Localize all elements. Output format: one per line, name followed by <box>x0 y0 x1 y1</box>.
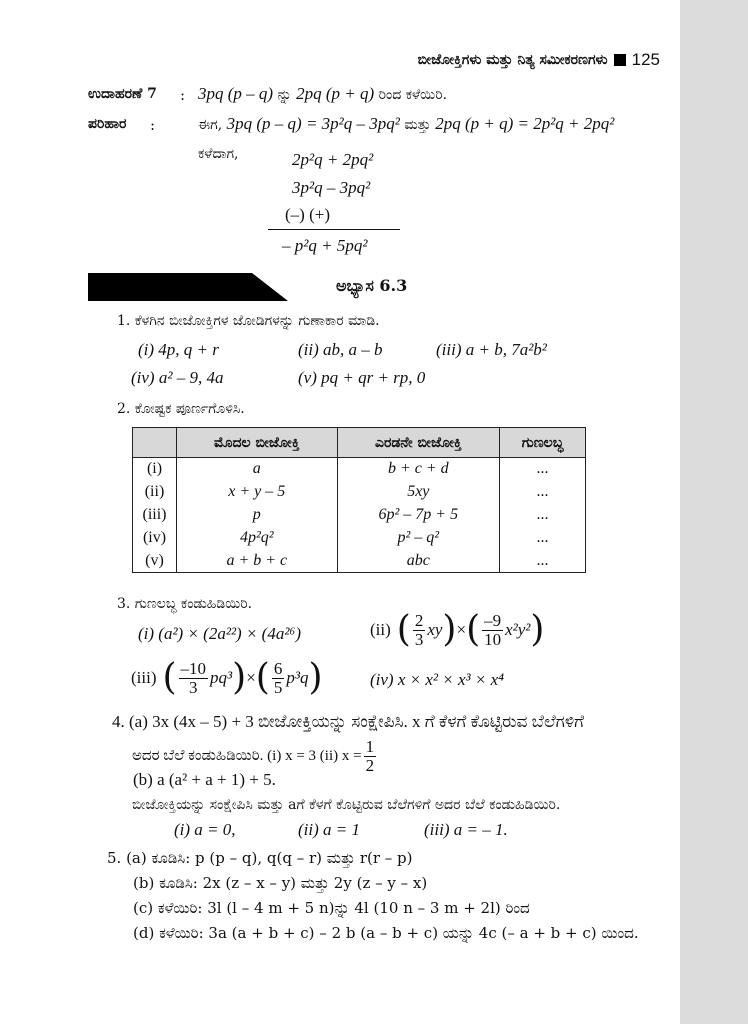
q4-b-i: (i) a = 0, <box>174 820 236 839</box>
row-label: (ii) <box>133 481 177 504</box>
q4-a-line2: ಅದರ ಬೆಲೆ ಕಂಡುಹಿಡಿಯಿರಿ. (i) x = 3 (ii) x = $\frac{1}{2}$ <box>132 737 375 775</box>
q3-ii: (ii) ( $\frac{2}{3}$ xy ) × ( $\frac{-9}{10}$ x²y² ) <box>370 609 545 651</box>
q1-text: 1. ಕೆಳಗಿನ ಬೀಜೋಕ್ತಿಗಳ ಜೋಡಿಗಳನ್ನು ಗುಣಾಕಾರ ಮಾಡಿ. <box>117 313 380 329</box>
q3-iii: (iii) ( $\frac{-10}{3}$ pq³ ) × ( $\frac{6}{5}$ p³q ) <box>131 657 323 699</box>
table-cell: ... <box>500 504 586 527</box>
table-header-cell: ಗುಣಲಬ್ಧ <box>500 428 586 458</box>
table-cell: ... <box>500 550 586 573</box>
table-cell: a + b + c <box>177 550 338 573</box>
q1-v: (v) pq + qr + rp, 0 <box>298 368 426 387</box>
table-cell: p <box>177 504 338 527</box>
q2-text: 2. ಕೋಷ್ಟಕ ಪೂರ್ಣಗೊಳಿಸಿ. <box>117 401 245 417</box>
running-header <box>418 50 660 70</box>
exercise-title: ಅಭ್ಯಾಸ 6.3 <box>336 276 408 295</box>
solution-line: ಈಗ, 3pq (p – q) = 3p²q – 3pq² ಮತ್ತು 2pq (p + q) = 2p²q + 2pq² <box>198 114 615 133</box>
q1-iii: (iii) a + b, 7a²b² <box>436 340 547 359</box>
q1-iv: (iv) a² – 9, 4a <box>131 368 224 387</box>
row-label: (iv) <box>133 527 177 550</box>
row-label: (i) <box>133 458 177 481</box>
q3-i: (i) (a²) × (2a²²) × (4a²⁶) <box>138 624 302 643</box>
table-row <box>133 481 586 504</box>
table-cell: ... <box>500 527 586 550</box>
q3-iv: (iv) x × x² × x³ × x⁴ <box>370 670 505 689</box>
q4-b-iii: (iii) a = – 1. <box>424 820 508 839</box>
q4-a-line1: 4. (a) 3x (4x – 5) + 3 ಬೀಜೋಕ್ತಿಯನ್ನು ಸಂಕ್ಷೇಪಿಸಿ. x ಗೆ ಕೆಳಗೆ ಕೊಟ್ಟಿರುವ ಬೆಲೆಗಳಿಗೆ <box>112 712 585 731</box>
table-cell: ... <box>500 458 586 481</box>
q4-b-line1: (b) a (a² + a + 1) + 5. <box>133 770 276 789</box>
table-header-row <box>133 428 586 458</box>
products-table <box>132 427 586 573</box>
table-cell: abc <box>337 550 499 573</box>
table-cell: ... <box>500 481 586 504</box>
row-label: (v) <box>133 550 177 573</box>
q5-b: (b) ಕೂಡಿಸಿ: 2x (z – x – y) ಮತ್ತು 2y (z – y – x) <box>133 874 428 892</box>
q4-b-ii: (ii) a = 1 <box>298 820 360 839</box>
table-row <box>133 550 586 573</box>
q1-ii: (ii) ab, a – b <box>298 340 383 359</box>
column-line-1: 2p²q + 2pq² <box>292 150 374 169</box>
column-line-2: 3p²q – 3pq² <box>292 178 371 197</box>
square-bullet-icon <box>614 54 626 66</box>
subtracting-label: ಕಳೆದಾಗ, <box>198 146 239 162</box>
table-row <box>133 458 586 481</box>
table-cell: x + y – 5 <box>177 481 338 504</box>
table-header-cell: ಮೊದಲ ಬೀಜೋಕ್ತಿ <box>177 428 338 458</box>
table-cell: a <box>177 458 338 481</box>
row-label: (iii) <box>133 504 177 527</box>
q5-d: (d) ಕಳೆಯಿರಿ: 3a (a + b + c) – 2 b (a – b + c) ಯನ್ನು 4c (– a + b + c) ಯಿಂದ. <box>133 924 639 942</box>
q3-text: 3. ಗುಣಲಬ್ಧ ಕಂಡುಹಿಡಿಯಿರಿ. <box>117 596 253 612</box>
chapter-title: ಬೀಜೋಕ್ತಿಗಳು ಮತ್ತು ನಿತ್ಯ ಸಮೀಕರಣಗಳು <box>417 52 608 68</box>
example-colon: : <box>180 86 186 104</box>
table-header-cell: ಎರಡನೇ ಬೀಜೋಕ್ತಿ <box>337 428 499 458</box>
q4-b-line2: ಬೀಜೋಕ್ತಿಯನ್ನು ಸಂಕ್ಷೇಪಿಸಿ ಮತ್ತು aಗೆ ಕೆಳಗೆ ಕೊಟ್ಟಿರುವ ಬೆಲೆಗಳಿಗೆ ಅದರ ಬೆಲೆ ಕಂಡುಹಿಡಿಯಿರಿ. <box>132 797 561 813</box>
page-margin-strip <box>680 0 748 1024</box>
column-signs: (–) (+) <box>285 205 330 224</box>
table-cell: p² – q² <box>337 527 499 550</box>
table-cell: 4p²q² <box>177 527 338 550</box>
example-label: ಉದಾಹರಣೆ 7 <box>88 86 157 102</box>
q1-i: (i) 4p, q + r <box>138 340 219 359</box>
q5-a: 5. (a) ಕೂಡಿಸಿ: p (p – q), q(q – r) ಮತ್ತು r(r – p) <box>107 849 413 867</box>
exercise-banner <box>88 273 288 301</box>
column-result: – p²q + 5pq² <box>282 236 368 255</box>
example-statement: 3pq (p – q) ನ್ನು 2pq (p + q) ರಿಂದ ಕಳೆಯಿರಿ. <box>198 84 448 103</box>
table-cell: 5xy <box>337 481 499 504</box>
table-row <box>133 527 586 550</box>
q5-c: (c) ಕಳೆಯಿರಿ: 3l (l – 4 m + 5 n)ನ್ನು 4l (10 n – 3 m + 2l) ರಿಂದ <box>133 899 530 917</box>
table-cell: 6p² – 7p + 5 <box>337 504 499 527</box>
table-cell: b + c + d <box>337 458 499 481</box>
solution-label: ಪರಿಹಾರ <box>88 116 127 132</box>
table-header-cell <box>133 428 177 458</box>
subtraction-rule <box>268 229 400 230</box>
solution-colon: : <box>150 116 156 134</box>
page-number: 125 <box>631 50 660 69</box>
table-row <box>133 504 586 527</box>
